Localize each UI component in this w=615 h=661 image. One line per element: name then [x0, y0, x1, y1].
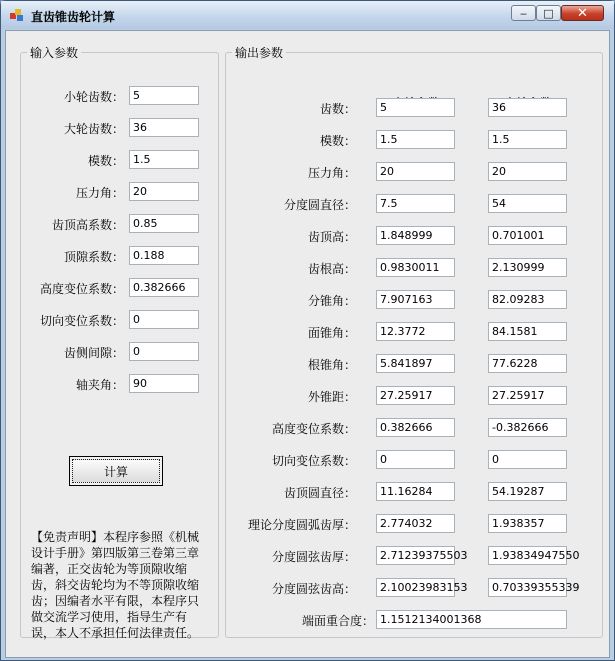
- minimize-icon: ‒: [520, 6, 527, 20]
- disclaimer-text: 【免责声明】本程序参照《机械设计手册》第四版第三卷第三章编著，正交齿轮为等顶隙收缩齿，斜交齿轮均为不等顶隙收缩齿；因编者水平有限，本程序只做交流学习使用，指导生产有误，本人不承担任何法律责任。: [31, 530, 200, 640]
- output-field-small[interactable]: 5: [376, 98, 455, 117]
- output-field-large[interactable]: 84.1581: [488, 322, 567, 341]
- minimize-button[interactable]: [511, 5, 536, 21]
- contact-ratio-label: 端面重合度：: [301, 614, 374, 628]
- output-field-small[interactable]: 20: [376, 162, 455, 181]
- output-label: 理论分度圆弧齿厚：: [247, 518, 356, 532]
- input-field[interactable]: 5: [129, 86, 199, 105]
- maximize-button[interactable]: [536, 5, 561, 21]
- client-area: [5, 30, 610, 658]
- input-field[interactable]: 20: [129, 182, 199, 201]
- input-label: 压力角：: [75, 186, 124, 200]
- input-field[interactable]: 90: [129, 374, 199, 393]
- output-field-large[interactable]: 0.701001: [488, 226, 567, 245]
- output-field-small[interactable]: 1.848999: [376, 226, 455, 245]
- close-button[interactable]: [561, 5, 604, 21]
- output-field-small[interactable]: 2.774032: [376, 514, 455, 533]
- input-label: 大轮齿数：: [63, 122, 124, 136]
- output-parameters-group: [225, 44, 603, 638]
- output-label: 分锥角：: [307, 294, 356, 308]
- input-field[interactable]: 0: [129, 342, 199, 361]
- output-field-small[interactable]: 11.16284: [376, 482, 455, 501]
- output-field-large[interactable]: 54: [488, 194, 567, 213]
- input-label: 顶隙系数：: [63, 250, 124, 264]
- output-field-small[interactable]: 2.10023983153: [376, 578, 455, 597]
- output-group-legend: 输出参数: [235, 46, 284, 60]
- output-field-large[interactable]: 1.93834947550: [488, 546, 567, 565]
- input-label: 小轮齿数：: [63, 90, 124, 104]
- output-label: 外锥距：: [307, 390, 356, 404]
- output-label: 模数：: [319, 134, 356, 148]
- input-label: 模数：: [87, 154, 124, 168]
- output-field-large[interactable]: 1.5: [488, 130, 567, 149]
- output-label: 分度圆弦齿厚：: [271, 550, 356, 564]
- calculate-button-label: 计算: [103, 464, 128, 479]
- output-label: 分度圆直径：: [283, 198, 356, 212]
- input-label: 齿侧间隙：: [63, 346, 124, 360]
- input-field[interactable]: 0: [129, 310, 199, 329]
- output-label: 齿数：: [319, 102, 356, 116]
- input-label: 轴夹角：: [75, 378, 124, 392]
- output-field-large[interactable]: 27.25917: [488, 386, 567, 405]
- input-parameters-group: [20, 44, 219, 638]
- output-field-small[interactable]: 0: [376, 450, 455, 469]
- output-label: 切向变位系数：: [271, 454, 356, 468]
- output-field-small[interactable]: 7.5: [376, 194, 455, 213]
- input-label: 切向变位系数：: [39, 314, 124, 328]
- calculate-button[interactable]: [69, 456, 163, 486]
- output-field-small[interactable]: 2.71239375503: [376, 546, 455, 565]
- input-field[interactable]: 36: [129, 118, 199, 137]
- input-field[interactable]: 1.5: [129, 150, 199, 169]
- output-field-small[interactable]: 27.25917: [376, 386, 455, 405]
- output-label: 齿顶圆直径：: [283, 486, 356, 500]
- title-bar[interactable]: [1, 1, 614, 29]
- maximize-icon: □: [543, 6, 554, 20]
- input-field[interactable]: 0.382666: [129, 278, 199, 297]
- output-field-small[interactable]: 5.841897: [376, 354, 455, 373]
- output-field-large[interactable]: 77.6228: [488, 354, 567, 373]
- app-icon: [10, 9, 24, 21]
- output-field-large[interactable]: 36: [488, 98, 567, 117]
- input-label: 高度变位系数：: [39, 282, 124, 296]
- output-field-large[interactable]: 54.19287: [488, 482, 567, 501]
- output-field-small[interactable]: 7.907163: [376, 290, 455, 309]
- output-label: 齿根高：: [307, 262, 356, 276]
- output-field-large[interactable]: 1.938357: [488, 514, 567, 533]
- window-title: 直齿锥齿轮计算: [31, 10, 116, 24]
- output-label: 齿顶高：: [307, 230, 356, 244]
- output-field-large[interactable]: 0.70339355339: [488, 578, 567, 597]
- output-field-small[interactable]: 12.3772: [376, 322, 455, 341]
- output-label: 面锥角：: [307, 326, 356, 340]
- output-field-large[interactable]: 82.09283: [488, 290, 567, 309]
- output-field-large[interactable]: -0.382666: [488, 418, 567, 437]
- output-label: 高度变位系数：: [271, 422, 356, 436]
- output-label: 根锥角：: [307, 358, 356, 372]
- output-field-large[interactable]: 2.130999: [488, 258, 567, 277]
- input-field[interactable]: 0.85: [129, 214, 199, 233]
- input-group-legend: 输入参数: [30, 46, 79, 60]
- output-field-small[interactable]: 0.382666: [376, 418, 455, 437]
- close-icon: ✕: [577, 5, 588, 21]
- output-field-small[interactable]: 0.9830011: [376, 258, 455, 277]
- output-field-large[interactable]: 0: [488, 450, 567, 469]
- input-label: 齿顶高系数：: [51, 218, 124, 232]
- output-field-large[interactable]: 20: [488, 162, 567, 181]
- output-field-small[interactable]: 1.5: [376, 130, 455, 149]
- output-label: 分度圆弦齿高：: [271, 582, 356, 596]
- contact-ratio-output[interactable]: 1.1512134001368: [376, 610, 567, 629]
- output-label: 压力角：: [307, 166, 356, 180]
- input-field[interactable]: 0.188: [129, 246, 199, 265]
